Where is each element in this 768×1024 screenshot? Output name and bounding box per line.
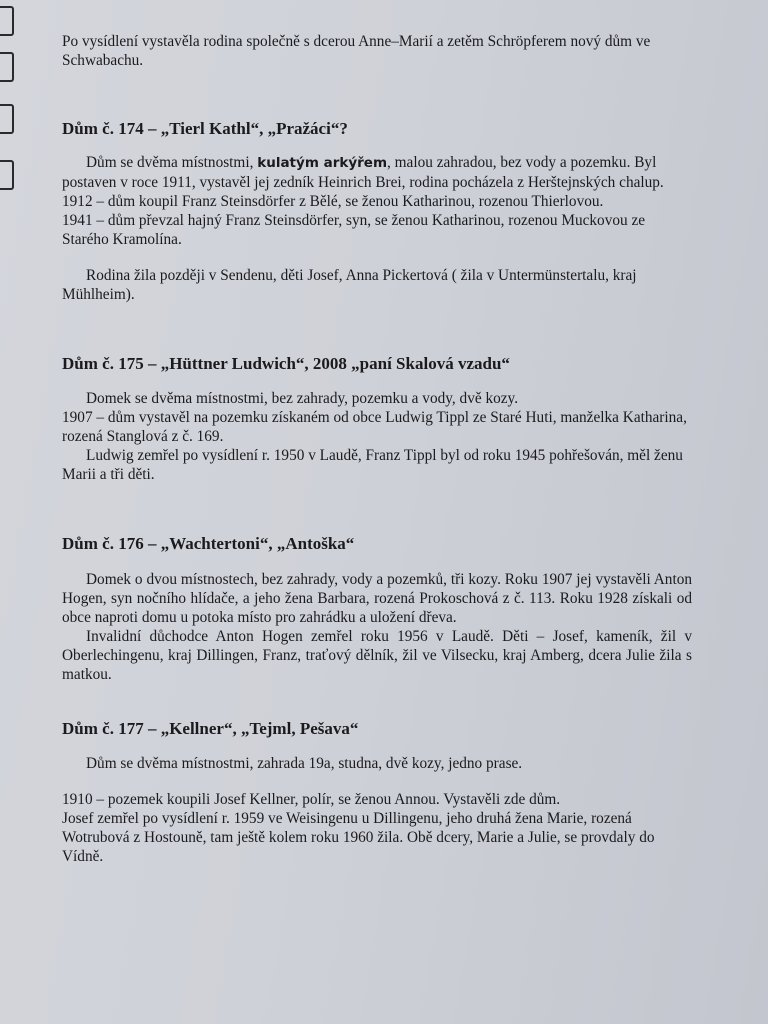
heading-house-177: Dům č. 177 – „Kellner“, „Tejml, Pešava“	[62, 719, 359, 738]
house-174-1912: 1912 – dům koupil Franz Steinsdörfer z Bělé, se ženou Katharinou, rozenou Thierlovou.	[62, 193, 604, 210]
house-177-description: Dům se dvěma místnostmi, zahrada 19a, studna, dvě kozy, jedno prase.	[86, 755, 523, 772]
house-175-1907: 1907 – dům vystavěl na pozemku získaném od obce Ludwig Tippl ze Staré Huti, manželka Katharina, rozená Stanglová z č. 169.	[62, 409, 687, 445]
house-174-desc-end: , malou zahradou, bez vody a pozemku. Byl postaven v roce 1911, vystavěl jej zedník Heinrich Brei, rodina pocházela z Herštejnských chalup.	[62, 154, 664, 191]
binder-ring	[0, 6, 14, 36]
house-175-family: Ludwig zemřel po vysídlení r. 1950 v Laudě, Franz Tippl byl od roku 1945 pohřešován, měl ženu Marii a tři děti.	[62, 447, 683, 483]
house-174-desc-start: Dům se dvěma místnostmi,	[86, 154, 258, 171]
house-176-description: Domek o dvou místnostech, bez zahrady, vody a pozemků, tři kozy. Roku 1907 jej vystavěli Anton Hogen, syn nočního hlídače, a jeho žena Barbara, rozená Prokoschová z č. 113. Roku 1928 získali od obce naproti domu u potoka místo pro zahrádku a uložení dřeva.	[62, 571, 692, 626]
house-177-family: Josef zemřel po vysídlení r. 1959 ve Weisingenu u Dillingenu, jeho druhá žena Marie, rozená Wotrubová z Hostouně, tam ještě kolem roku 1960 žila. Obě dcery, Marie a Julie, se provdaly do Vídně.	[62, 810, 655, 865]
binder-ring	[0, 104, 14, 134]
house-177-1910: 1910 – pozemek koupili Josef Kellner, polír, se ženou Annou. Vystavěli zde dům.	[62, 791, 561, 808]
house-174-description	[62, 153, 692, 192]
house-174-desc-bold: kulatým arkýřem	[257, 155, 388, 171]
binder-ring	[0, 52, 14, 82]
heading-house-174: Dům č. 174 – „Tierl Kathl“, „Pražáci“?	[62, 119, 348, 138]
house-176-family: Invalidní důchodce Anton Hogen zemřel roku 1956 v Laudě. Děti – Josef, kameník, žil v Oberlechingenu, kraj Dillingen, Franz, traťový dělník, žil ve Vilsecku, kraj Amberg, dcera Julie žila s matkou.	[62, 628, 692, 683]
heading-house-175: Dům č. 175 – „Hüttner Ludwich“, 2008 „paní Skalová vzadu“	[62, 354, 510, 373]
house-174-1941: 1941 – dům převzal hajný Franz Steinsdörfer, syn, se ženou Katharinou, rozenou Muckovou ze Starého Kramolína.	[62, 212, 646, 248]
heading-house-176: Dům č. 176 – „Wachtertoni“, „Antoška“	[62, 534, 355, 553]
document-text	[62, 32, 692, 866]
binder-ring	[0, 160, 14, 190]
house-174-family: Rodina žila později v Sendenu, děti Josef, Anna Pickertová ( žila v Untermünstertalu, kraj Mühlheim).	[62, 267, 637, 303]
intro-paragraph: Po vysídlení vystavěla rodina společně s dcerou Anne–Marií a zetěm Schröpferem nový dům ve Schwabachu.	[62, 33, 651, 69]
house-175-description: Domek se dvěma místnostmi, bez zahrady, pozemku a vody, dvě kozy.	[86, 390, 519, 407]
